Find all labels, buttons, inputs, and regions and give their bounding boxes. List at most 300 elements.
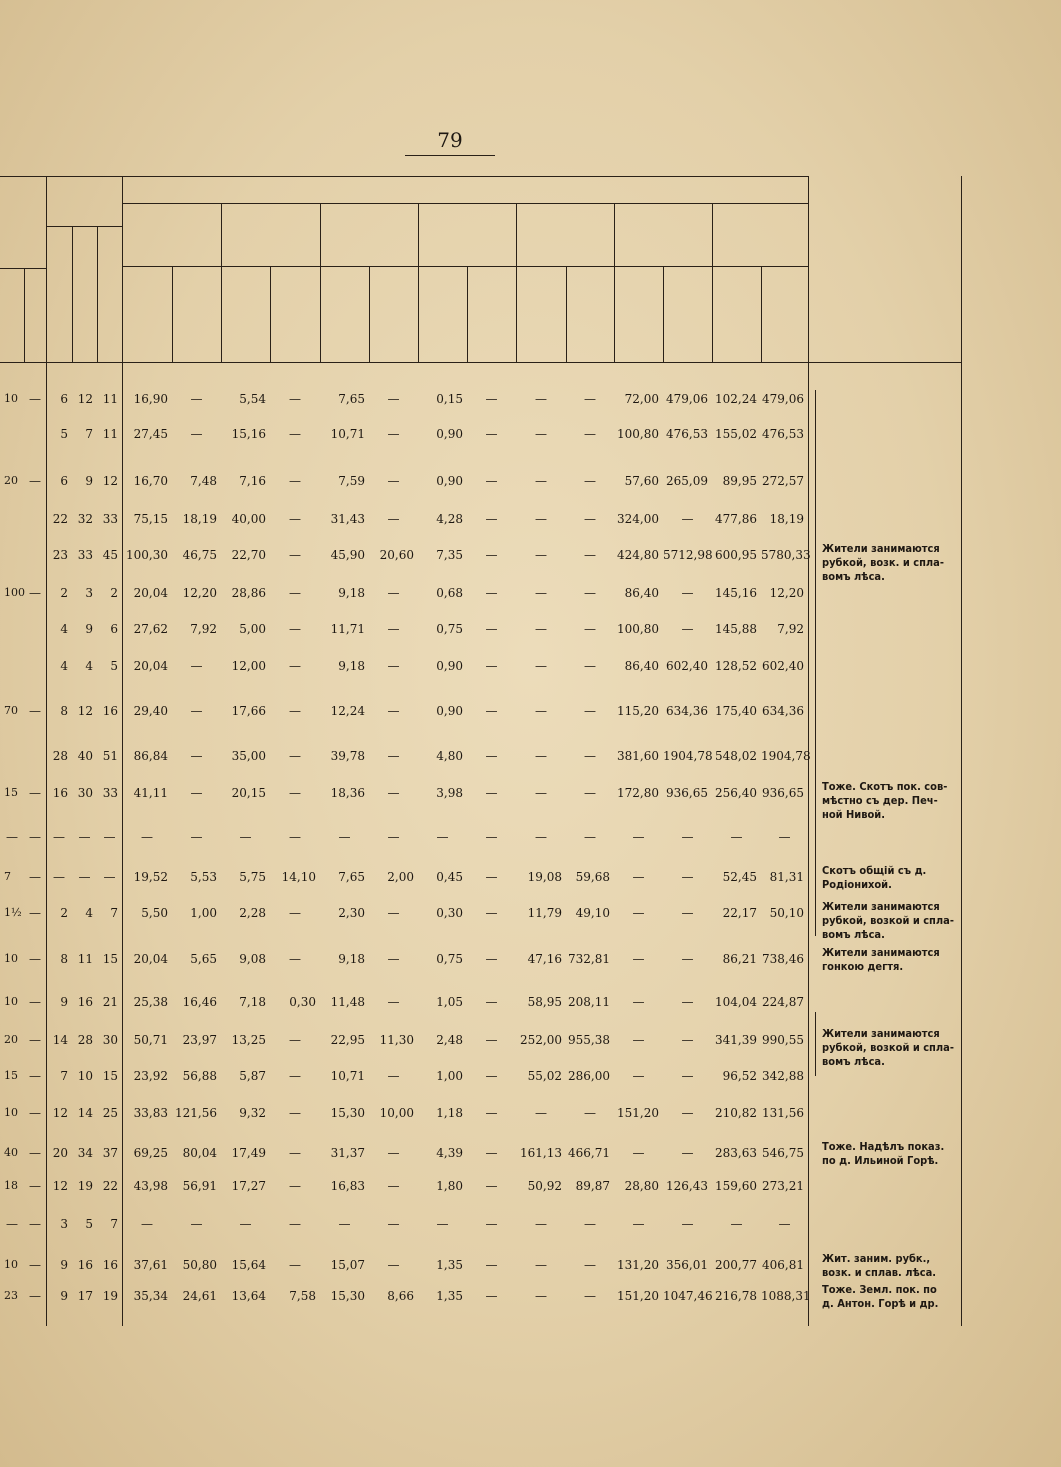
table-cell: —	[485, 548, 498, 562]
table-cell: 10	[4, 995, 18, 1008]
table-cell: 28	[77, 1033, 93, 1047]
table-cell: 0,30	[289, 995, 316, 1009]
table-cell: —	[190, 659, 203, 673]
table-cell: 28,86	[231, 586, 266, 600]
table-cell: 50,80	[182, 1258, 217, 1272]
table-cell: 19	[77, 1179, 93, 1193]
table-cell: 634,36	[762, 704, 804, 718]
table-cell: 479,06	[666, 392, 708, 406]
table-cell: —	[681, 1217, 694, 1231]
table-cell: —	[387, 659, 400, 673]
table-cell: 22,95	[330, 1033, 365, 1047]
table-cell: —	[535, 1106, 547, 1120]
table-cell: —	[485, 870, 498, 884]
table-cell: —	[387, 1146, 400, 1160]
livestock-rule	[46, 226, 122, 227]
row-note: Жители занимаются гонкою дегтя.	[822, 946, 940, 973]
table-cell: —	[535, 704, 547, 718]
table-cell: 34	[77, 1146, 93, 1160]
table-cell: 16,90	[133, 392, 168, 406]
table-cell: 356,01	[666, 1258, 708, 1272]
table-cell: 96,52	[722, 1069, 757, 1083]
table-cell: —	[29, 995, 41, 1009]
table-cell: 12	[52, 1179, 68, 1193]
table-cell: —	[289, 474, 301, 488]
table-cell: —	[681, 1033, 694, 1047]
table-cell: 161,13	[520, 1146, 562, 1160]
table-cell: —	[289, 622, 301, 636]
table-cell: —	[141, 830, 153, 844]
table-cell: —	[535, 548, 547, 562]
table-cell: 8	[60, 704, 68, 718]
table-cell: 86,21	[722, 952, 757, 966]
table-cell: —	[387, 427, 400, 441]
table-cell: —	[632, 1217, 645, 1231]
table-cell: —	[190, 427, 203, 441]
table-cell: —	[387, 622, 400, 636]
table-cell: —	[730, 830, 743, 844]
table-cell: —	[681, 830, 694, 844]
table-cell: —	[632, 1033, 645, 1047]
table-cell: —	[289, 512, 301, 526]
table-cell: 11	[102, 392, 118, 406]
table-cell: 5	[110, 659, 118, 673]
table-cell: —	[103, 870, 116, 884]
table-cell: 16	[102, 1258, 118, 1272]
table-cell: 7,65	[338, 870, 365, 884]
grain-rule	[0, 268, 46, 269]
table-cell: 18,19	[769, 512, 804, 526]
table-cell: 0,90	[436, 704, 463, 718]
table-cell: 15	[4, 1069, 18, 1082]
table-cell: 15,16	[231, 427, 266, 441]
table-cell: 224,87	[762, 995, 804, 1009]
table-cell: —	[632, 1069, 645, 1083]
table-cell: 128,52	[715, 659, 757, 673]
table-cell: 151,20	[617, 1289, 659, 1303]
table-cell: —	[190, 830, 203, 844]
table-cell: —	[289, 1217, 301, 1231]
table-cell: 990,55	[762, 1033, 804, 1047]
table-cell: 602,40	[762, 659, 804, 673]
table-cell: 7,58	[289, 1289, 316, 1303]
table-cell: 936,65	[666, 786, 708, 800]
table-cell: 70	[4, 704, 18, 717]
table-cell: 477,86	[715, 512, 757, 526]
row-note: Тоже. Земл. пок. по д. Антон. Горѣ и др.	[822, 1283, 939, 1310]
table-cell: —	[485, 586, 498, 600]
table-cell: —	[387, 952, 400, 966]
table-cell: —	[289, 1106, 301, 1120]
table-cell: —	[681, 870, 694, 884]
table-cell: —	[485, 906, 498, 920]
table-cell: 15	[102, 1069, 118, 1083]
table-cell: 15,07	[330, 1258, 365, 1272]
table-cell: 37	[102, 1146, 118, 1160]
table-cell: 5,53	[190, 870, 217, 884]
table-cell: —	[681, 952, 694, 966]
table-cell: 2,48	[436, 1033, 463, 1047]
row-note: Жители занимаются рубкой, возк. и спла- вомъ лѣса.	[822, 542, 944, 583]
table-cell: 0,68	[436, 586, 463, 600]
table-cell: 126,43	[666, 1179, 708, 1193]
table-cell: —	[387, 1179, 400, 1193]
row-note: Тоже. Надѣлъ показ. по д. Ильиной Горѣ.	[822, 1140, 945, 1167]
table-cell: 600,95	[715, 548, 757, 562]
table-cell: 466,71	[568, 1146, 610, 1160]
table-cell: 12	[77, 704, 93, 718]
table-cell: 208,11	[568, 995, 610, 1009]
table-cell: 9,18	[338, 659, 365, 673]
page-number: 79	[437, 128, 463, 152]
table-cell: 10	[4, 1106, 18, 1119]
table-cell: —	[535, 622, 547, 636]
table-cell: 45,90	[330, 548, 365, 562]
table-cell: 39,78	[330, 749, 365, 763]
table-cell: —	[584, 512, 596, 526]
table-cell: 102,24	[715, 392, 757, 406]
table-cell: 131,20	[617, 1258, 659, 1272]
table-cell: 1,18	[436, 1106, 463, 1120]
table-cell: 0,75	[436, 622, 463, 636]
table-cell: 7,65	[338, 392, 365, 406]
table-cell: 1½	[4, 906, 22, 919]
table-cell: —	[29, 1217, 41, 1231]
table-cell: 41,11	[133, 786, 168, 800]
table-cell: —	[29, 474, 41, 488]
table-cell: —	[584, 474, 596, 488]
table-cell: 9,18	[338, 952, 365, 966]
table-cell: —	[584, 659, 596, 673]
table-cell: 476,53	[762, 427, 804, 441]
table-cell: 16	[102, 704, 118, 718]
table-cell: —	[6, 830, 18, 844]
table-cell: —	[289, 704, 301, 718]
table-cell: —	[387, 786, 400, 800]
row-note: Тоже. Скотъ пок. сов- мѣстно съ дер. Печ- ной Нивой.	[822, 780, 948, 821]
table-cell: —	[436, 830, 449, 844]
table-cell: —	[485, 1289, 498, 1303]
table-cell: 5	[85, 1217, 93, 1231]
table-cell: 40,00	[231, 512, 266, 526]
table-cell: 35,00	[231, 749, 266, 763]
table-cell: 1,80	[436, 1179, 463, 1193]
table-cell: —	[387, 704, 400, 718]
table-cell: —	[485, 392, 498, 406]
table-cell: 35,34	[133, 1289, 168, 1303]
table-cell: 5,00	[239, 622, 266, 636]
table-cell: 9	[85, 622, 93, 636]
table-cell: 11	[77, 952, 93, 966]
table-cell: 23,97	[182, 1033, 217, 1047]
table-cell: —	[289, 1146, 301, 1160]
table-cell: —	[53, 870, 65, 884]
table-cell: —	[289, 1033, 301, 1047]
table-cell: —	[78, 830, 91, 844]
table-cell: —	[584, 427, 596, 441]
group-divider	[418, 203, 419, 362]
table-cell: 15	[4, 786, 18, 799]
table-cell: 15,64	[231, 1258, 266, 1272]
table-cell: —	[289, 427, 301, 441]
table-cell: 5,75	[239, 870, 266, 884]
table-cell: —	[535, 659, 547, 673]
table-cell: 12,20	[182, 586, 217, 600]
table-cell: —	[485, 952, 498, 966]
table-cell: 20,04	[133, 586, 168, 600]
header-bottom-rule	[0, 362, 961, 363]
table-cell: 732,81	[568, 952, 610, 966]
table-cell: 3	[60, 1217, 68, 1231]
table-cell: 2	[60, 586, 68, 600]
table-cell: 7	[110, 906, 118, 920]
table-cell: —	[485, 1258, 498, 1272]
table-cell: 14,10	[281, 870, 316, 884]
table-cell: 1904,78	[663, 749, 713, 763]
table-cell: 19	[102, 1289, 118, 1303]
table-cell: 20,04	[133, 659, 168, 673]
table-cell: 145,16	[715, 586, 757, 600]
table-cell: —	[485, 1217, 498, 1231]
table-cell: 7,48	[190, 474, 217, 488]
subcolumn-divider	[172, 266, 173, 362]
table-cell: 0,75	[436, 952, 463, 966]
table-cell: 2,00	[387, 870, 414, 884]
table-cell: —	[485, 1033, 498, 1047]
table-cell: —	[535, 1258, 547, 1272]
table-cell: 12,00	[231, 659, 266, 673]
table-cell: —	[485, 512, 498, 526]
table-cell: —	[289, 749, 301, 763]
table-cell: 81,31	[769, 870, 804, 884]
subcolumn-divider	[369, 266, 370, 362]
table-cell: —	[387, 1069, 400, 1083]
subcolumn-divider	[467, 266, 468, 362]
table-cell: 155,02	[715, 427, 757, 441]
table-cell: —	[338, 830, 351, 844]
table-cell: 27,45	[133, 427, 168, 441]
table-cell: —	[78, 870, 91, 884]
table-cell: 324,00	[617, 512, 659, 526]
table-cell: 145,88	[715, 622, 757, 636]
table-cell: 31,43	[330, 512, 365, 526]
table-cell: 16,70	[133, 474, 168, 488]
table-cell: —	[289, 1069, 301, 1083]
table-cell: 1,05	[436, 995, 463, 1009]
table-cell: —	[436, 1217, 449, 1231]
table-cell: 9,32	[239, 1106, 266, 1120]
table-cell: —	[681, 995, 694, 1009]
group-divider	[712, 203, 713, 362]
table-cell: —	[29, 1033, 41, 1047]
table-cell: 159,60	[715, 1179, 757, 1193]
table-cell: —	[387, 830, 400, 844]
table-cell: 27,62	[133, 622, 168, 636]
table-cell: 17,66	[231, 704, 266, 718]
table-cell: 49,10	[575, 906, 610, 920]
table-cell: —	[632, 952, 645, 966]
table-cell: 59,68	[575, 870, 610, 884]
table-cell: —	[485, 622, 498, 636]
table-cell: 89,87	[575, 1179, 610, 1193]
table-cell: 738,46	[762, 952, 804, 966]
subcolumn-divider	[663, 266, 664, 362]
table-cell: —	[338, 1217, 351, 1231]
table-cell: 7,35	[436, 548, 463, 562]
table-cell: —	[387, 906, 400, 920]
table-cell: 19,52	[133, 870, 168, 884]
table-cell: 20	[4, 1033, 18, 1046]
table-cell: 381,60	[617, 749, 659, 763]
table-cell: 479,06	[762, 392, 804, 406]
table-cell: 200,77	[715, 1258, 757, 1272]
table-cell: 23	[4, 1289, 18, 1302]
table-cell: —	[632, 830, 645, 844]
table-cell: —	[485, 1106, 498, 1120]
table-cell: —	[29, 586, 41, 600]
column-divider-minor	[97, 226, 98, 362]
table-cell: —	[29, 952, 41, 966]
table-cell: 7	[4, 870, 11, 883]
table-cell: —	[681, 1069, 694, 1083]
table-cell: 121,56	[175, 1106, 217, 1120]
table-cell: 23,92	[133, 1069, 168, 1083]
table-cell: 151,20	[617, 1106, 659, 1120]
table-cell: —	[681, 1106, 694, 1120]
table-cell: —	[485, 830, 498, 844]
table-cell: 33	[102, 512, 118, 526]
table-cell: 8,66	[387, 1289, 414, 1303]
table-cell: 7,18	[239, 995, 266, 1009]
table-cell: 936,65	[762, 786, 804, 800]
table-cell: 342,88	[762, 1069, 804, 1083]
table-cell: —	[190, 786, 203, 800]
table-cell: 37,61	[133, 1258, 168, 1272]
table-cell: 50,92	[527, 1179, 562, 1193]
table-cell: 1088,31	[761, 1289, 811, 1303]
table-cell: 10,71	[330, 427, 365, 441]
table-cell: 22,17	[722, 906, 757, 920]
table-cell: 0,90	[436, 659, 463, 673]
table-cell: 31,37	[330, 1146, 365, 1160]
table-cell: 47,16	[527, 952, 562, 966]
table-cell: 476,53	[666, 427, 708, 441]
table-cell: —	[485, 474, 498, 488]
table-cell: —	[535, 786, 547, 800]
table-cell: 12,20	[769, 586, 804, 600]
table-cell: 46,75	[182, 548, 217, 562]
table-cell: —	[29, 1289, 41, 1303]
table-cell: 10,00	[379, 1106, 414, 1120]
table-cell: 16,46	[182, 995, 217, 1009]
table-cell: —	[141, 1217, 153, 1231]
table-cell: —	[485, 427, 498, 441]
table-cell: 4,39	[436, 1146, 463, 1160]
table-cell: 15,30	[330, 1289, 365, 1303]
table-cell: 28,80	[624, 1179, 659, 1193]
table-cell: 256,40	[715, 786, 757, 800]
table-cell: —	[289, 548, 301, 562]
table-cell: —	[535, 474, 547, 488]
table-cell: —	[535, 1289, 547, 1303]
table-cell: 7	[110, 1217, 118, 1231]
table-cell: —	[103, 830, 116, 844]
table-cell: 0,30	[436, 906, 463, 920]
table-cell: —	[239, 1217, 252, 1231]
table-cell: 1,00	[436, 1069, 463, 1083]
table-cell: 29,40	[133, 704, 168, 718]
table-cell: 18,19	[182, 512, 217, 526]
table-cell: —	[387, 1217, 400, 1231]
table-cell: 7,92	[777, 622, 804, 636]
table-cell: 22	[102, 1179, 118, 1193]
table-cell: —	[289, 1179, 301, 1193]
table-cell: 4,28	[436, 512, 463, 526]
table-cell: 30	[102, 1033, 118, 1047]
table-cell: 1,35	[436, 1258, 463, 1272]
table-cell: —	[29, 786, 41, 800]
table-cell: —	[387, 1258, 400, 1272]
table-cell: 19,08	[527, 870, 562, 884]
table-cell: —	[289, 586, 301, 600]
table-cell: —	[289, 786, 301, 800]
table-cell: 16	[77, 995, 93, 1009]
table-cell: 72,00	[624, 392, 659, 406]
table-cell: 17,27	[231, 1179, 266, 1193]
table-cell: 50,10	[769, 906, 804, 920]
table-cell: 50,71	[133, 1033, 168, 1047]
table-cell: 20	[52, 1146, 68, 1160]
table-cell: 286,00	[568, 1069, 610, 1083]
table-cell: —	[485, 704, 498, 718]
brace	[815, 390, 816, 936]
table-cell: 21	[102, 995, 118, 1009]
table-cell: —	[584, 749, 596, 763]
table-cell: —	[387, 474, 400, 488]
title-rule	[122, 203, 808, 204]
table-cell: —	[584, 704, 596, 718]
table-cell: —	[632, 1146, 645, 1160]
table-cell: —	[485, 749, 498, 763]
table-cell: 5	[60, 427, 68, 441]
row-note: Жит. заним. рубк., возк. и сплав. лѣса.	[822, 1252, 937, 1279]
table-cell: 7,16	[239, 474, 266, 488]
table-cell: —	[387, 586, 400, 600]
table-cell: 11,30	[379, 1033, 414, 1047]
table-cell: —	[485, 786, 498, 800]
table-cell: 4	[60, 659, 68, 673]
table-cell: 100,80	[617, 622, 659, 636]
table-cell: 0,45	[436, 870, 463, 884]
table-cell: 17	[77, 1289, 93, 1303]
table-cell: 32	[77, 512, 93, 526]
table-cell: 14	[52, 1033, 68, 1047]
table-cell: —	[584, 1217, 596, 1231]
table-cell: —	[632, 870, 645, 884]
table-cell: 12	[77, 392, 93, 406]
table-cell: 104,04	[715, 995, 757, 1009]
table-cell: 43,98	[133, 1179, 168, 1193]
table-cell: —	[190, 392, 203, 406]
table-cell: 5,87	[239, 1069, 266, 1083]
table-cell: 6	[110, 622, 118, 636]
table-cell: 75,15	[133, 512, 168, 526]
table-cell: —	[584, 586, 596, 600]
table-cell: 18,36	[330, 786, 365, 800]
table-cell: —	[485, 659, 498, 673]
table-cell: 210,82	[715, 1106, 757, 1120]
table-cell: —	[681, 622, 694, 636]
